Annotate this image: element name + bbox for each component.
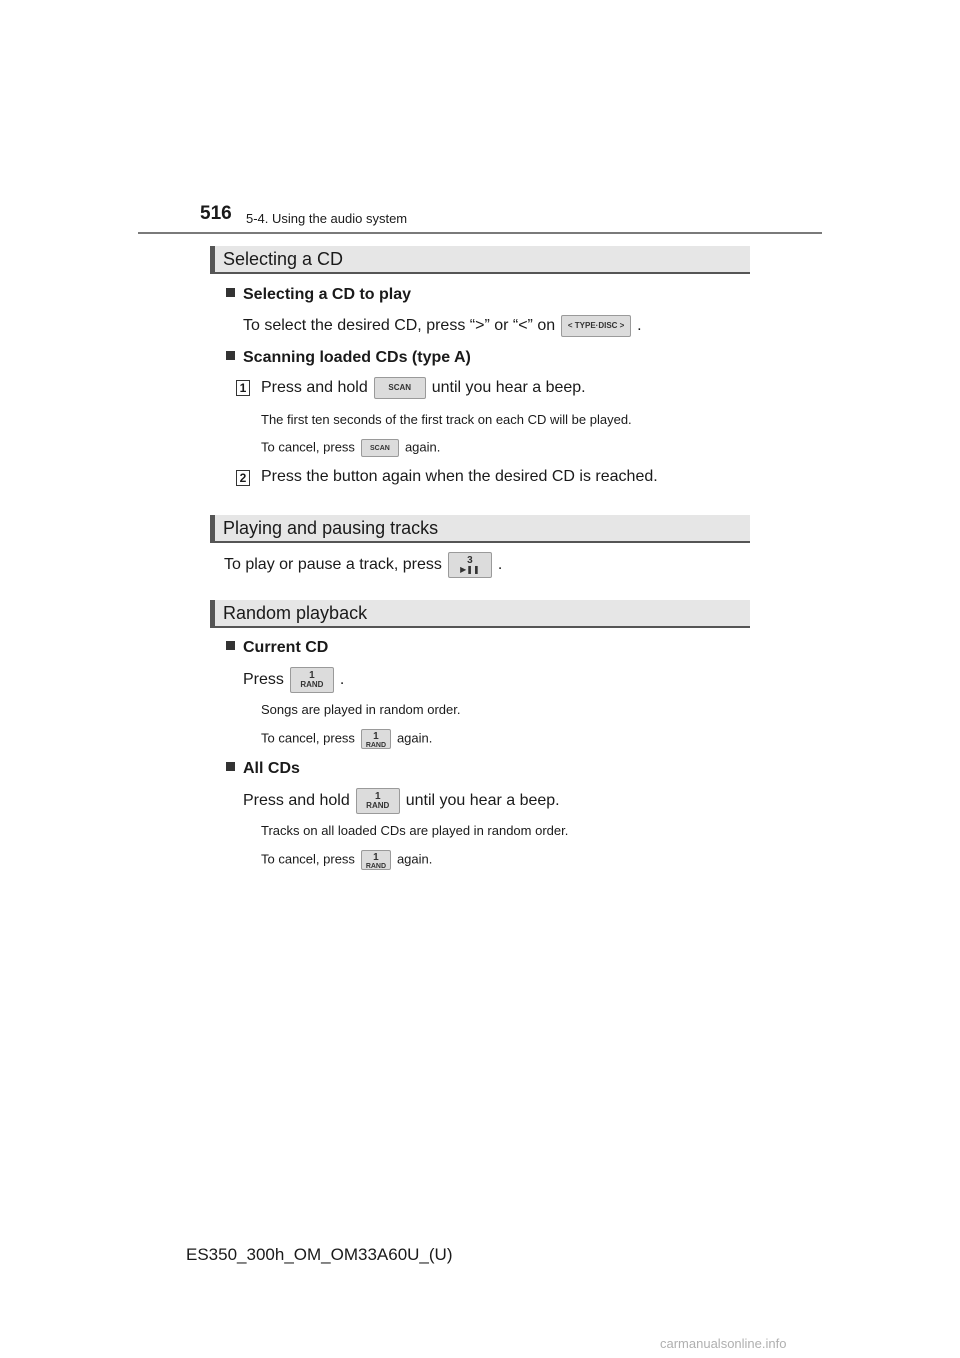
current-cd-note: Songs are played in random order. — [261, 702, 461, 717]
watermark: carmanualsonline.info — [660, 1336, 787, 1351]
section-heading-playing-pausing: Playing and pausing tracks — [210, 515, 750, 543]
rand-button-icon: 1 RAND — [290, 667, 334, 693]
scan-button-icon: SCAN — [374, 377, 426, 399]
all-cds-instruction: Press and hold 1 RAND until you hear a beep. — [243, 788, 560, 814]
chapter-title: 5-4. Using the audio system — [246, 211, 408, 226]
current-cd-instruction: Press 1 RAND . — [243, 667, 344, 693]
scan-button-icon: SCAN — [361, 439, 399, 457]
step-1-text: Press and hold SCAN until you hear a beep. — [261, 377, 586, 399]
all-cds-cancel-note: To cancel, press 1 RANDagain. — [261, 851, 433, 870]
rand-button-icon: 1 RAND — [361, 850, 391, 870]
section-heading-selecting-cd: Selecting a CD — [210, 246, 750, 274]
subheading-all-cds: All CDs — [226, 760, 300, 778]
header-divider — [138, 232, 822, 234]
type-disc-button-icon: < TYPE·DISC > — [561, 315, 631, 337]
preset-3-play-pause-button-icon: 3 ▶❚❚ — [448, 552, 492, 578]
play-pause-instruction: To play or pause a track, press 3 ▶❚❚ . — [224, 552, 502, 578]
current-cd-cancel-note: To cancel, press 1 RANDagain. — [261, 730, 433, 749]
square-bullet-icon — [226, 762, 235, 771]
subheading-selecting-cd-to-play: Selecting a CD to play — [226, 286, 411, 304]
step-number-1: 1 — [236, 380, 250, 396]
step-2-text: Press the button again when the desired CD is reached. — [261, 468, 658, 485]
square-bullet-icon — [226, 288, 235, 297]
square-bullet-icon — [226, 351, 235, 360]
subheading-scanning: Scanning loaded CDs (type A) — [226, 349, 471, 367]
rand-button-icon: 1 RAND — [361, 729, 391, 749]
step-number-2: 2 — [236, 470, 250, 486]
footer-model-code: ES350_300h_OM_OM33A60U_(U) — [186, 1245, 453, 1264]
page-number: 516 — [200, 203, 232, 224]
step-1-note: The first ten seconds of the first track on each CD will be played. — [261, 412, 632, 427]
rand-button-icon: 1 RAND — [356, 788, 400, 814]
step-1-cancel-note: To cancel, press SCAN again. — [261, 439, 440, 457]
square-bullet-icon — [226, 641, 235, 650]
all-cds-note: Tracks on all loaded CDs are played in random order. — [261, 823, 569, 838]
subheading-current-cd: Current CD — [226, 639, 328, 657]
section-heading-random-playback: Random playback — [210, 600, 750, 628]
selecting-cd-instruction: To select the desired CD, press “>” or “<” on < TYPE·DISC > . — [243, 315, 642, 337]
